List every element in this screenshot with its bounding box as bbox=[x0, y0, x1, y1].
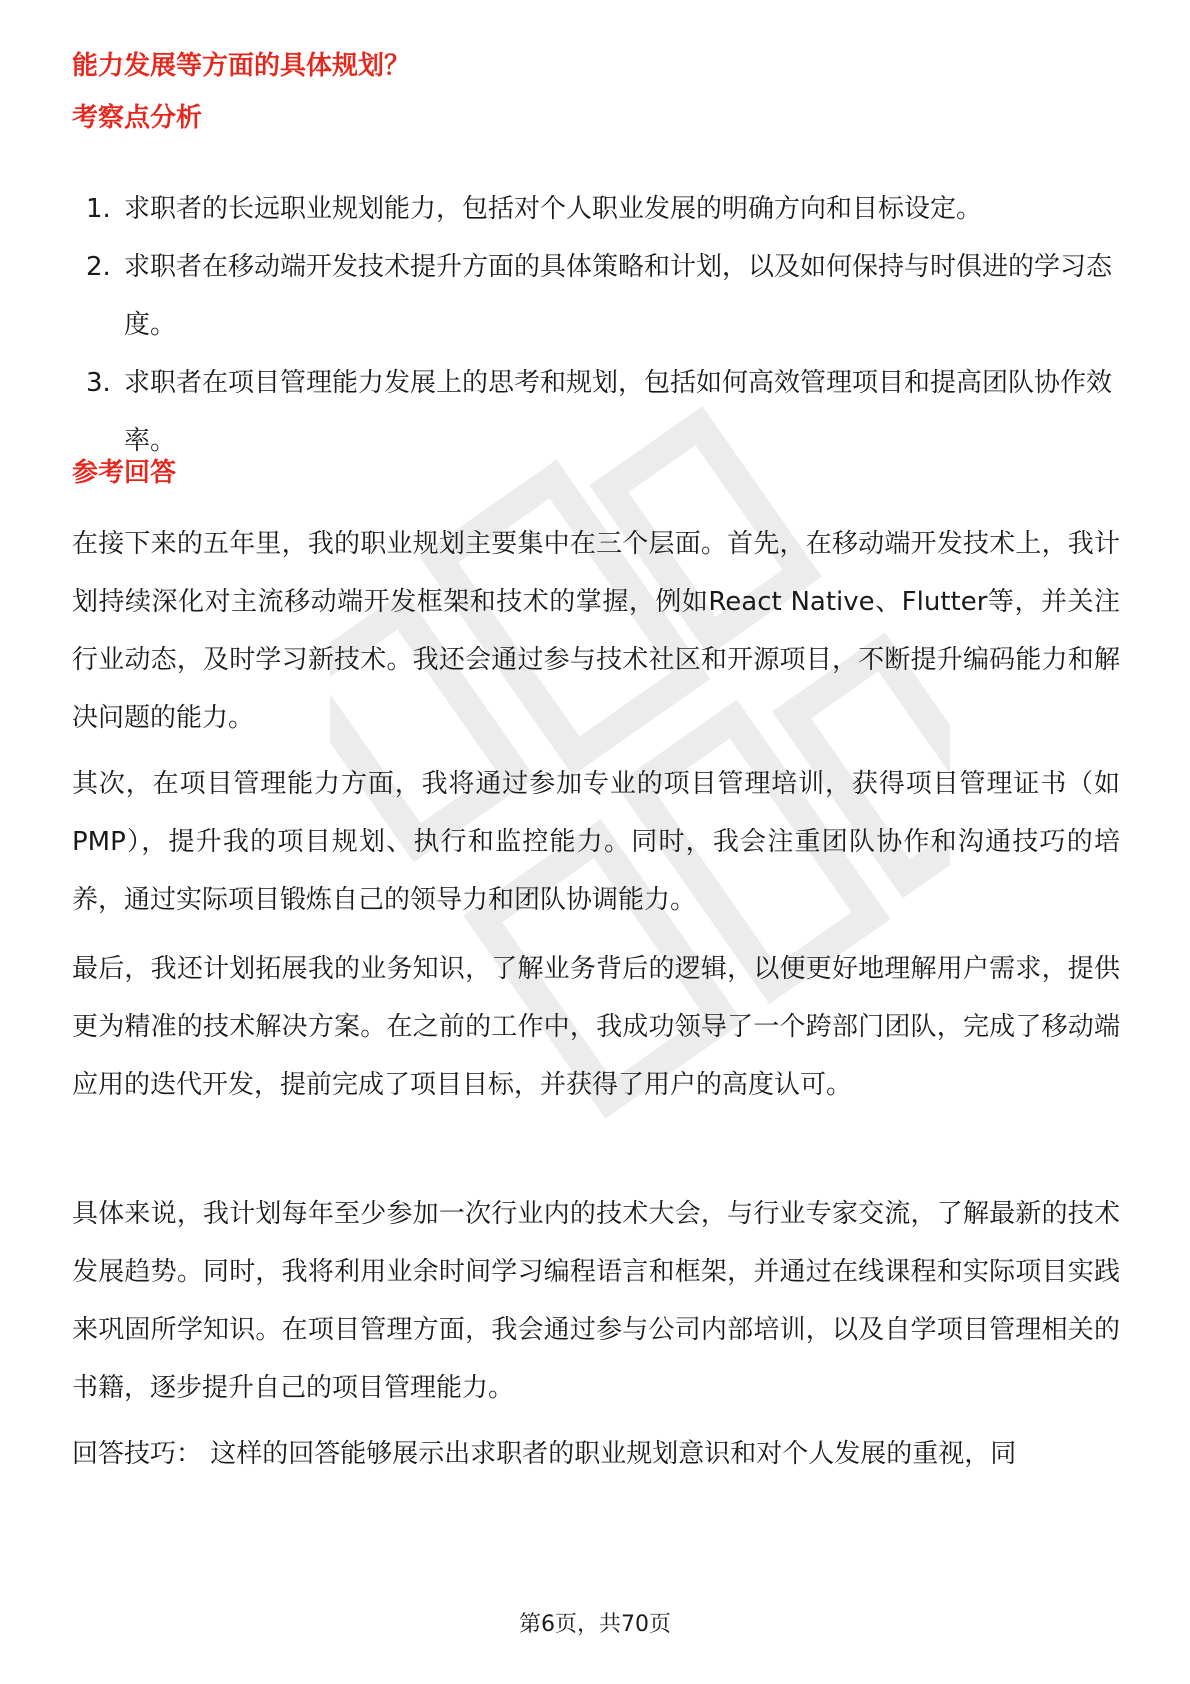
paragraph: 最后，我还计划拓展我的业务知识，了解业务背后的逻辑，以便更好地理解用户需求，提供更为精准的技术解决方案。在之前的工作中，我成功领导了一个跨部门团队，完成了移动端应用的迭代开发，提前完成了项目目标，并获得了用户的高度认可。 bbox=[72, 954, 1120, 1100]
list-text: 求职者在移动端开发技术提升方面的具体策略和计划，以及如何保持与时俱进的学习态度。 bbox=[124, 252, 1113, 340]
list-item bbox=[72, 238, 1122, 354]
analysis-heading: 考察点分析 bbox=[72, 103, 203, 133]
paragraph: 在接下来的五年里，我的职业规划主要集中在三个层面。首先，在移动端开发技术上，我计划持续深化对主流移动端开发框架和技术的掌握，例如React Native、Flutter等，并关注行业动态，及时学习新技术。我还会通过参与技术社区和开源项目，不断提升编码能力和解决问题的能力。 bbox=[72, 529, 1120, 733]
page-number: 第6页，共70页 bbox=[519, 1612, 671, 1637]
list-item bbox=[72, 180, 1122, 238]
list-number: 3. bbox=[86, 368, 111, 398]
list-text: 求职者的长远职业规划能力，包括对个人职业发展的明确方向和目标设定。 bbox=[124, 194, 983, 224]
paragraph: 回答技巧： 这样的回答能够展示出求职者的职业规划意识和对个人发展的重视，同 bbox=[72, 1439, 1017, 1469]
list-item bbox=[72, 354, 1122, 470]
list-text: 求职者在项目管理能力发展上的思考和规划，包括如何高效管理项目和提高团队协作效率。 bbox=[124, 368, 1113, 456]
paragraph: 具体来说，我计划每年至少参加一次行业内的技术大会，与行业专家交流，了解最新的技术发展趋势。同时，我将利用业余时间学习编程语言和框架，并通过在线课程和实际项目实践来巩固所学知识。在项目管理方面，我会通过参与公司内部培训，以及自学项目管理相关的书籍，逐步提升自己的项目管理能力。 bbox=[72, 1199, 1120, 1403]
question-heading: 能力发展等方面的具体规划？ bbox=[72, 51, 411, 81]
list-number: 1. bbox=[86, 194, 111, 224]
answer-heading: 参考回答 bbox=[72, 458, 177, 488]
list-number: 2. bbox=[86, 252, 111, 282]
analysis-list bbox=[72, 180, 1122, 470]
paragraph: 其次，在项目管理能力方面，我将通过参加专业的项目管理培训，获得项目管理证书（如PMP），提升我的项目规划、执行和监控能力。同时，我会注重团队协作和沟通技巧的培养，通过实际项目锻炼自己的领导力和团队协调能力。 bbox=[72, 769, 1120, 915]
